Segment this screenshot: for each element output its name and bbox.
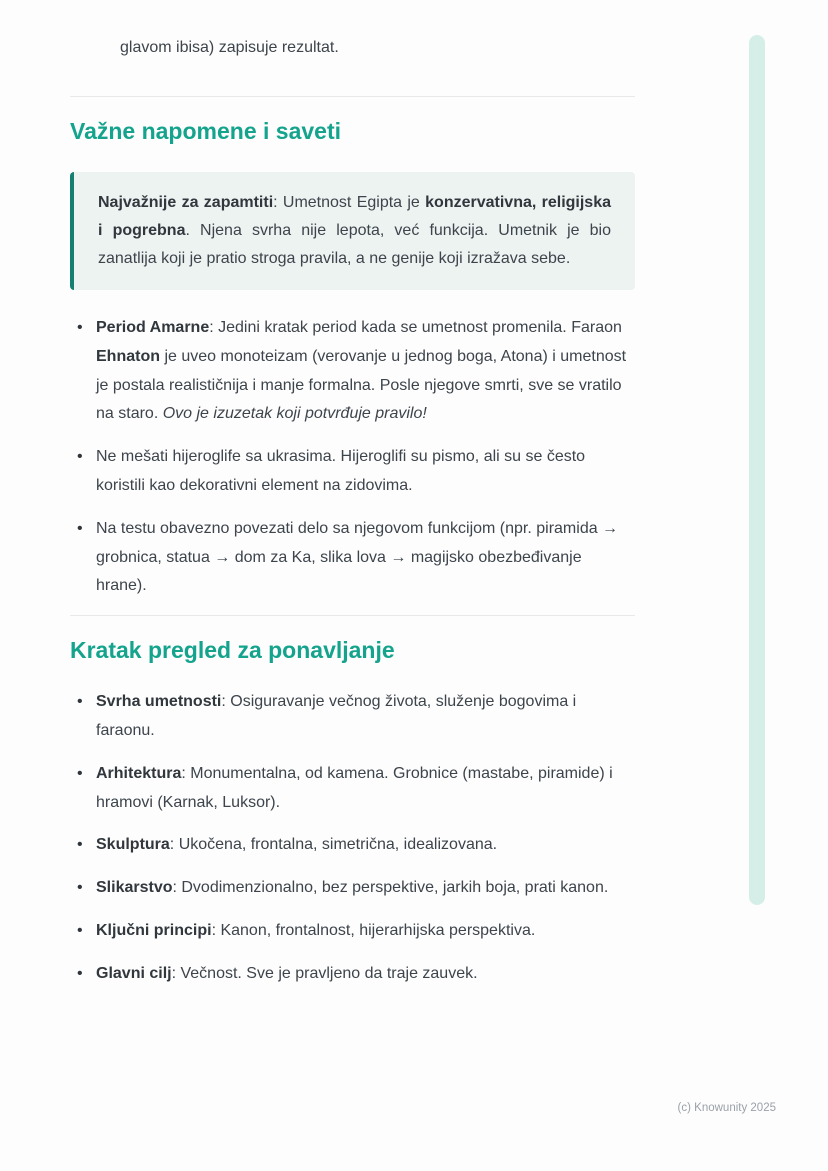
list-item xyxy=(70,960,635,989)
callout-text-segment: : Umetnost Egipta je xyxy=(273,194,426,211)
list-item-italic: Ovo je izuzetak koji potvrđuje pravilo! xyxy=(162,405,427,423)
callout-lead-bold: Najvažnije za zapamtiti xyxy=(98,194,274,211)
notes-bullet-list xyxy=(70,314,635,601)
list-item-lead-bold: Glavni cilj xyxy=(96,964,172,982)
list-item-bold: Ehnaton xyxy=(96,347,160,365)
paragraph-continuation: glavom ibisa) zapisuje rezultat. xyxy=(120,39,339,56)
list-item-lead-bold: Ključni principi xyxy=(96,921,212,939)
list-item-lead-bold: Svrha umetnosti xyxy=(96,693,222,711)
section-divider xyxy=(70,96,635,97)
list-item xyxy=(70,760,635,818)
list-item-text: : Ukočena, frontalna, simetrična, idealizovana. xyxy=(169,836,498,854)
callout-bold-segment: konzervativna, religijska i pogrebna xyxy=(98,194,612,239)
list-item-text: : Jedini kratak period kada se umetnost promenila. Faraon xyxy=(209,319,622,336)
list-item-text: : Osiguravanje večnog života, služenje bogovima i faraonu. xyxy=(96,693,577,739)
callout-text-segment: . Njena svrha nije lepota, već funkcija. Umetnik je bio zanatlija koji je pratio stroga pravila, a ne genije koji izražava sebe. xyxy=(98,222,612,267)
list-item xyxy=(70,917,635,946)
list-item-text: : Večnost. Sve je pravljeno da traje zauvek. xyxy=(171,964,478,982)
list-item xyxy=(70,831,635,860)
list-item xyxy=(70,515,635,601)
list-item-text: : Dvodimenzionalno, bez perspektive, jarkih boja, prati kanon. xyxy=(172,879,609,897)
section-title-notes: Važne napomene i saveti xyxy=(70,118,342,144)
list-item-text: Na testu obavezno povezati delo sa njegovom funkcijom (npr. piramida → grobnica, statua → dom za Ka, slika lova → magijsko obezbeđivanje hrane). xyxy=(96,519,619,595)
callout-text xyxy=(98,189,611,273)
list-item-text: : Monumentalna, od kamena. Grobnice (mastabe, piramide) i hramovi (Karnak, Luksor). xyxy=(96,764,613,811)
scrollbar-thumb[interactable] xyxy=(749,35,765,905)
callout-important-box xyxy=(70,172,635,290)
list-item-lead-bold: Slikarstvo xyxy=(96,879,173,897)
section-divider xyxy=(70,615,635,616)
list-item xyxy=(70,314,635,429)
section-title-review: Kratak pregled za ponavljanje xyxy=(70,637,395,664)
list-item xyxy=(70,443,635,501)
list-item xyxy=(70,688,635,746)
list-item-text: : Kanon, frontalnost, hijerarhijska perspektiva. xyxy=(211,921,536,939)
list-item-text: je uveo monoteizam (verovanje u jednog boga, Atona) i umetnost je postala realističnija i manje formalna. Posle njegove smrti, sve se vratilo na staro. xyxy=(96,347,627,423)
list-item-text: Ne mešati hijeroglife sa ukrasima. Hijeroglifi su pismo, ali su se često koristili kao dekorativni element na zidovima. xyxy=(96,448,586,494)
list-item-lead-bold: Skulptura xyxy=(96,836,170,854)
footer-copyright: (c) Knowunity 2025 xyxy=(677,1102,776,1114)
note-content xyxy=(70,0,635,1003)
review-bullet-list xyxy=(70,688,635,988)
list-item-lead-bold: Arhitektura xyxy=(96,764,182,782)
list-item-lead-bold: Period Amarne xyxy=(96,319,210,336)
list-item xyxy=(70,874,635,903)
